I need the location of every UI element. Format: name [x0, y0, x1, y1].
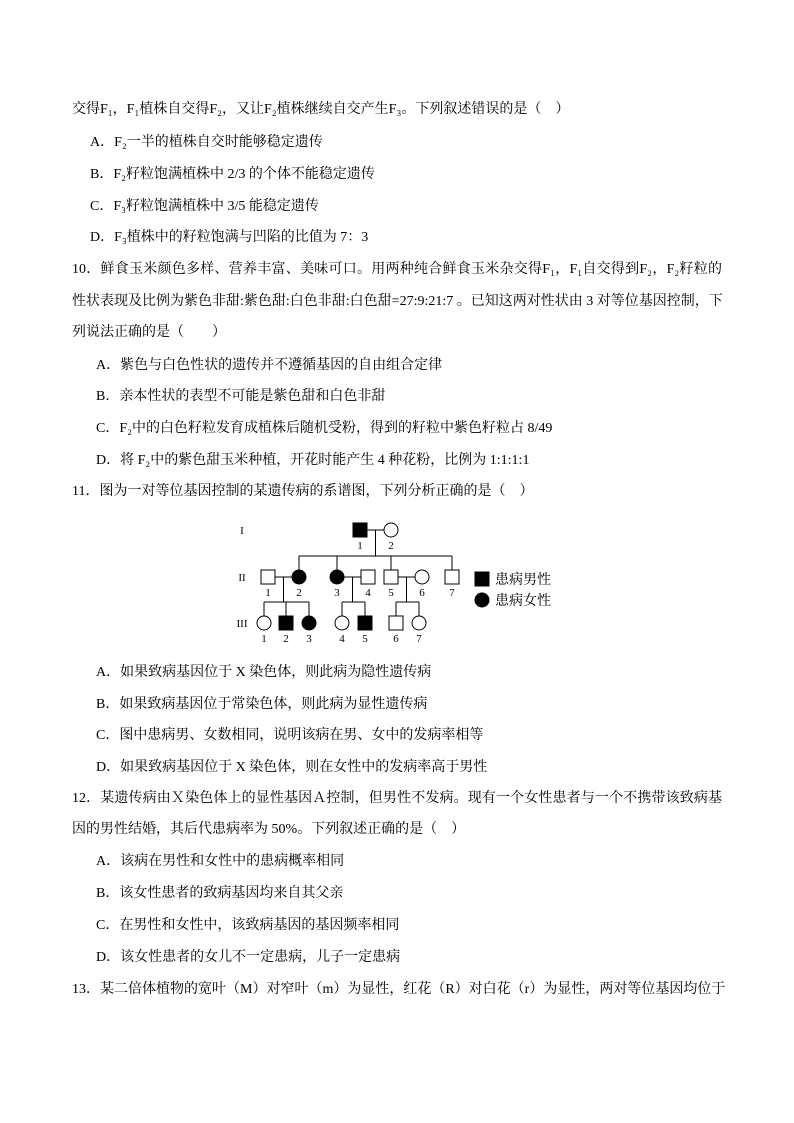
pedigree-II-4-male-symbol [361, 570, 375, 584]
pedigree-III-3-female-symbol [302, 616, 316, 630]
pedigree-III-7-female-symbol [412, 616, 426, 630]
pedigree-number-I-1: 1 [357, 540, 363, 552]
pedigree-number-III-1: 1 [261, 633, 267, 645]
pedigree-generation-labels [237, 525, 248, 630]
pedigree-number-III-4: 4 [339, 633, 345, 645]
pedigree-number-II-1: 1 [265, 587, 271, 599]
pedigree-number-II-7: 7 [449, 587, 455, 599]
q12-option-b: B．该女性患者的致病基因均来自其父亲 [96, 886, 344, 901]
pedigree-number-II-4: 4 [365, 587, 371, 599]
pedigree-II-6-female-symbol [415, 570, 429, 584]
legend-affected-male-symbol [475, 572, 489, 586]
pedigree-number-III-7: 7 [416, 633, 422, 645]
pedigree-III-4-female-symbol [335, 616, 349, 630]
pedigree-number-II-2: 2 [296, 587, 302, 599]
pedigree-generation-label-1: I [240, 525, 244, 537]
q9-option-b: B．F₂籽粒饱满植株中 2/3 的个体不能稳定遗传 [90, 167, 375, 182]
q10-stem-line-2: 性状表现及比例为紫色非甜:紫色甜:白色非甜:白色甜=27:9:21:7 。已知这两对性状由 3 对等位基因控制，下 [72, 294, 723, 309]
pedigree-number-III-5: 5 [362, 633, 368, 645]
q10-stem-line-3: 列说法正确的是（ ） [72, 325, 226, 340]
pedigree-generation-label-2: II [238, 572, 246, 584]
legend-affected-female-symbol [475, 593, 489, 607]
pedigree-III-6-male-symbol [389, 616, 403, 630]
q9-option-a: A．F₂一半的植株自交时能够稳定遗传 [90, 135, 323, 150]
pedigree-generation-label-3: III [236, 618, 248, 630]
pedigree-number-I-2: 2 [388, 540, 394, 552]
pedigree-III-1-female-symbol [257, 616, 271, 630]
q10-option-d: D．将 F₂中的紫色甜玉米种植，开花时能产生 4 种花粉，比例为 1:1:1:1 [96, 453, 530, 468]
pedigree-II-7-male-symbol [445, 570, 459, 584]
q11-option-a: A．如果致病基因位于 X 染色体，则此病为隐性遗传病 [96, 665, 432, 680]
q13-stem-line-1: 13．某二倍体植物的宽叶（M）对窄叶（m）为显性，红花（R）对白花（r）为显性，两对等位基因均位于 [72, 982, 726, 997]
pedigree-diagram [225, 515, 570, 650]
pedigree-number-II-6: 6 [419, 587, 425, 599]
pedigree-III-2-male-symbol [279, 616, 293, 630]
q9-option-d: D．F₃植株中的籽粒饱满与凹陷的比值为 7：3 [90, 230, 369, 245]
pedigree-number-III-6: 6 [393, 633, 399, 645]
q10-option-b: B．亲本性状的表型不可能是紫色甜和白色非甜 [96, 389, 386, 404]
q10-option-a: A．紫色与白色性状的遗传并不遵循基因的自由组合定律 [96, 358, 443, 373]
q11-option-c: C．图中患病男、女数相同，说明该病在男、女中的发病率相等 [96, 728, 484, 743]
q11-stem-line-1: 11．图为一对等位基因控制的某遗传病的系谱图，下列分析正确的是（ ） [72, 484, 534, 499]
q10-stem-line-1: 10．鲜食玉米颜色多样、营养丰富、美味可口。用两种纯合鲜食玉米杂交得F₁，F₁自交得到F₂，F₂籽粒的 [72, 262, 722, 277]
q9-stem-line-1: 交得F₁，F₁植株自交得F₂，又让F₂植株继续自交产生F₃。下列叙述错误的是（ ） [72, 102, 570, 117]
pedigree-number-III-2: 2 [283, 633, 289, 645]
q9-option-c: C．F₃籽粒饱满植株中 3/5 能稳定遗传 [90, 199, 319, 214]
pedigree-II-5-male-symbol [384, 570, 398, 584]
legend-affected-male-label: 患病男性 [495, 573, 551, 588]
pedigree-III-5-male-symbol [358, 616, 372, 630]
pedigree-legend [475, 571, 551, 609]
pedigree-II-2-female-symbol [292, 570, 306, 584]
pedigree-number-III-3: 3 [306, 633, 312, 645]
pedigree-I-1-male-symbol [353, 523, 367, 537]
q11-option-b: B．如果致病基因位于常染色体，则此病为显性遗传病 [96, 697, 428, 712]
q12-option-c: C．在男性和女性中，该致病基因的基因频率相同 [96, 918, 400, 933]
q12-option-a: A．该病在男性和女性中的患病概率相同 [96, 854, 345, 869]
q11-option-d: D．如果致病基因位于 X 染色体，则在女性中的发病率高于男性 [96, 760, 488, 775]
q12-option-d: D．该女性患者的女儿不一定患病，儿子一定患病 [96, 950, 401, 965]
q12-stem-line-1: 12．某遗传病由Ｘ染色体上的显性基因Ａ控制，但男性不发病。现有一个女性患者与一个不携带该致病基 [72, 791, 722, 806]
q12-stem-line-2: 因的男性结婚，其后代患病率为 50%。下列叙述正确的是（ ） [72, 822, 466, 837]
pedigree-II-3-female-symbol [330, 570, 344, 584]
legend-affected-female-label: 患病女性 [495, 594, 551, 609]
pedigree-number-II-3: 3 [334, 587, 340, 599]
pedigree-I-2-female-symbol [384, 523, 398, 537]
pedigree-II-1-male-symbol [261, 570, 275, 584]
pedigree-number-II-5: 5 [388, 587, 394, 599]
q10-option-c: C．F₂中的白色籽粒发育成植株后随机受粉，得到的籽粒中紫色籽粒占 8/49 [96, 421, 553, 436]
